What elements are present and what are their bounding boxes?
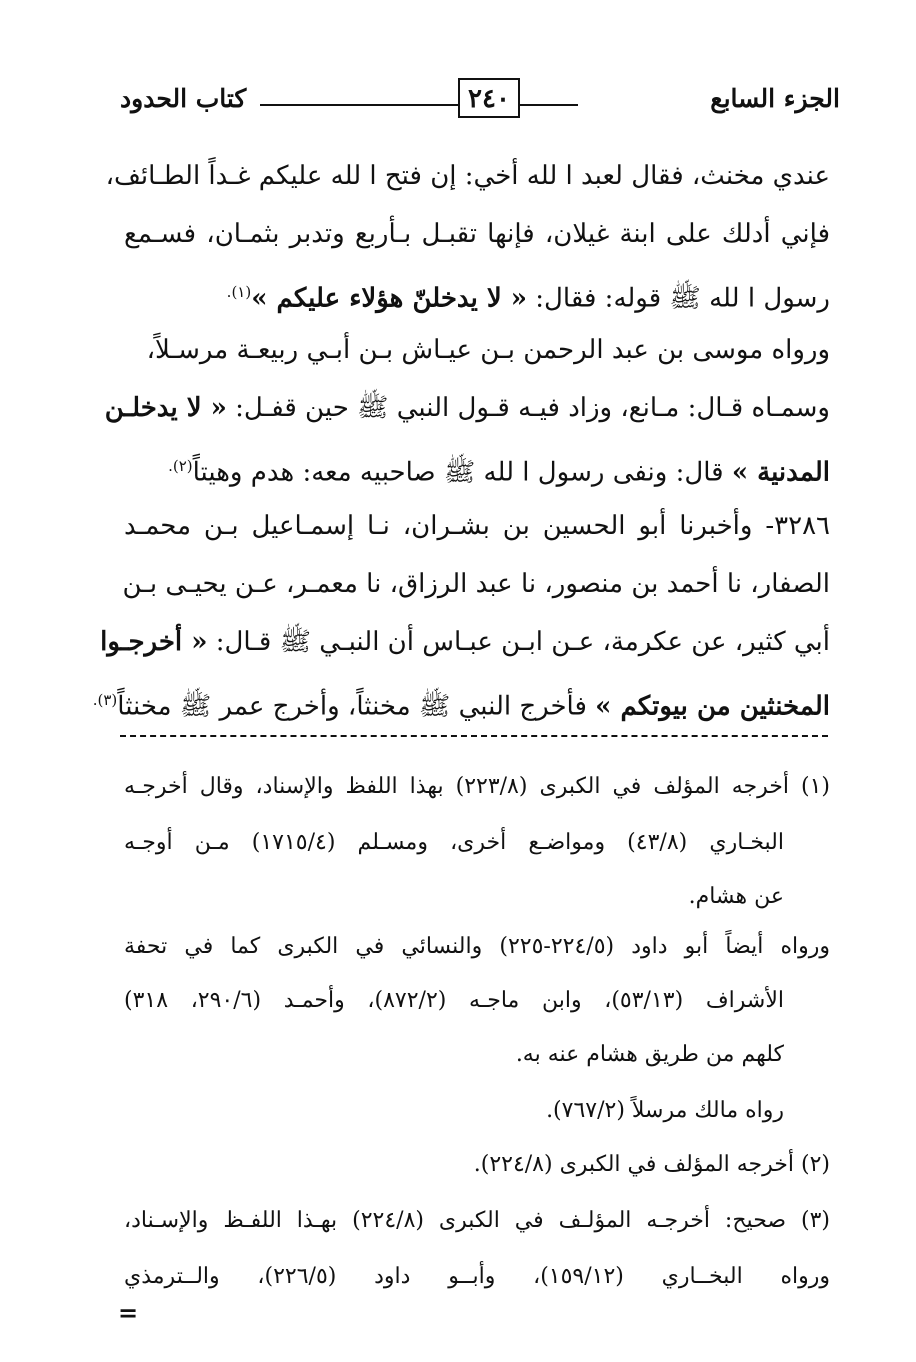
hadith-quote: المدنية » — [731, 457, 830, 488]
body-line-7: ٣٢٨٦- وأخبرنا أبو الحسين بن بشـران، نـا إسمـاعيل بـن محمـد — [124, 511, 830, 541]
footnote-line-4: ورواه أيضاً أبو داود (٢٢٤/٥-٢٢٥) والنسائي في الكبرى كما في تحفة — [124, 934, 830, 959]
footnote-line-1: (١) أخرجه المؤلف في الكبرى (٢٢٣/٨) بهذا اللفظ والإسناد، وقال أخرجـه — [124, 774, 830, 799]
body-line-2: فإني أدلك على ابنة غيلان، فإنها تقبـل بـأربع وتدبر بثمـان، فسـمع — [124, 219, 830, 249]
footnote-line-9: (٣) صحيح: أخرجـه المؤلـف في الكبرى (٢٢٤/٨) بهـذا اللفـظ والإسـناد، — [124, 1208, 831, 1233]
footnote-line-10: ورواه البخــاري (١٥٩/١٢)، وأبــو داود (٢٢٦/٥)، والــترمذي — [124, 1264, 830, 1289]
hadith-quote: « أخرجـوا — [100, 627, 208, 657]
hadith-quote: المخنثين من بيوتكم » — [595, 691, 830, 722]
footnote-line-6: كلهم من طريق هشام عنه به. — [515, 1042, 784, 1067]
body-line-4: ورواه موسى بن عبد الرحمن بـن عيـاش بـن أبـي ربيعـة مرسـلاً، — [146, 335, 830, 365]
footnote-line-2: البخـاري (٤٣/٨) ومواضـع أخرى، ومسـلم (١٧١٥/٤) مـن أوجـه — [124, 830, 784, 855]
body-line-10 — [92, 680, 830, 727]
body-line-6 — [124, 446, 830, 493]
header-rule-left — [260, 104, 450, 106]
body-text: أبي كثير، عن عكرمة، عـن ابـن عبـاس أن النبـي ﷺ قـال: — [215, 627, 830, 657]
body-text: رسول ا لله ﷺ قوله: فقال: — [535, 283, 830, 314]
running-header — [120, 82, 840, 128]
volume-label: الجزء السابع — [710, 84, 840, 113]
footnote-separator — [120, 735, 828, 737]
body-text: فأخرج النبي ﷺ مخنثاً، وأخرج عمر ﷺ مخنثاً — [117, 691, 587, 722]
footnote-ref-1: (١). — [226, 283, 252, 301]
footnote-line-3: عن هشام. — [688, 884, 784, 909]
body-line-1: عندي مخنث، فقال لعبد ا لله أخي: إن فتح ا لله عليكم غـداً الطـائف، — [105, 161, 830, 191]
body-line-3 — [124, 272, 830, 319]
footnote-line-7: رواه مالك مرسلاً (٧٦٧/٢). — [546, 1098, 784, 1123]
body-text: وسمـاه قـال: مـانع، وزاد فيـه قـول النبي ﷺ حين قفـل: — [235, 393, 830, 423]
book-title: كتاب الحدود — [120, 84, 247, 113]
body-line-8: الصفار، نا أحمد بن منصور، نا عبد الرزاق، نا معمـر، عـن يحيـى بـن — [122, 569, 830, 599]
hadith-quote: « لا يدخلنّ هؤلاء عليكم » — [251, 283, 527, 314]
body-line-5 — [104, 388, 830, 428]
footnote-ref-2: (٢). — [168, 457, 193, 475]
continuation-mark: = — [118, 1298, 139, 1327]
footnote-ref-3: (٣). — [92, 691, 118, 709]
footnote-line-8: (٢) أخرجه المؤلف في الكبرى (٢٢٤/٨). — [473, 1152, 830, 1177]
footnote-line-5: الأشراف (٥٣/١٣)، وابن ماجـه (٨٧٢/٢)، وأحمـد (٢٩٠/٦، ٣١٨) — [124, 988, 784, 1013]
body-text: قال: ونفى رسول ا لله ﷺ صاحبيه معه: هدم وهيتاً — [192, 457, 724, 488]
body-line-9 — [100, 622, 830, 662]
hadith-quote: « لا يدخلـن — [104, 393, 227, 423]
page-number: ٢٤٠ — [458, 78, 520, 118]
